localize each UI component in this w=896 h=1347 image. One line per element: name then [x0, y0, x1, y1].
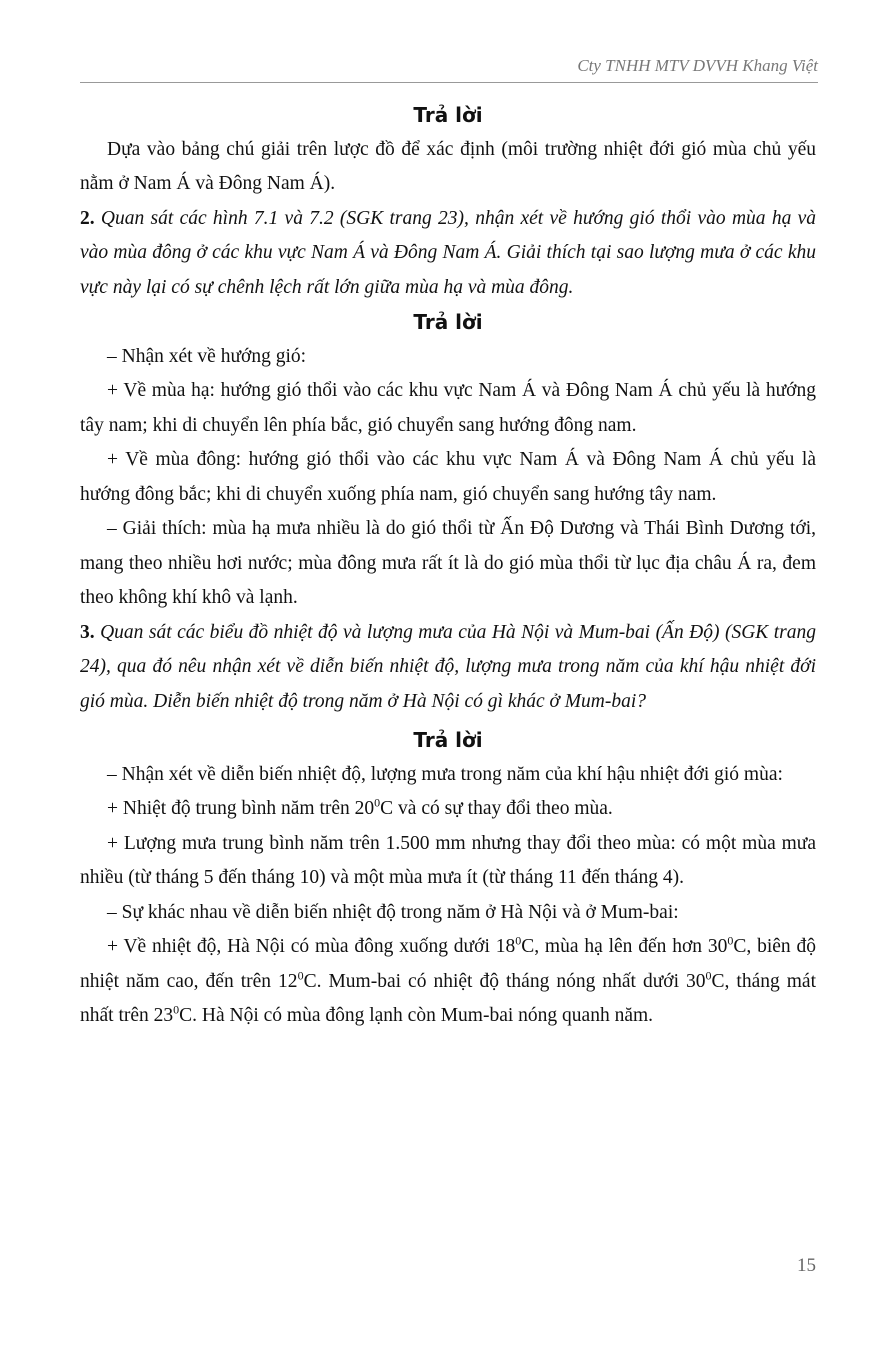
- answer-paragraph: Dựa vào bảng chú giải trên lược đồ để xác định (môi trường nhiệt đới gió mùa chủ yếu nằm ở Nam Á và Đông Nam Á).: [80, 138, 816, 194]
- answer-paragraph: – Sự khác nhau về diễn biến nhiệt độ trong năm ở Hà Nội và ở Mum-bai:: [107, 901, 679, 923]
- answer-paragraph: + Về mùa hạ: hướng gió thổi vào các khu vực Nam Á và Đông Nam Á chủ yếu là hướng tây nam; khi di chuyển lên phía bắc, gió chuyển sang hướng đông nam.: [80, 380, 816, 436]
- answer-paragraph: – Nhận xét về hướng gió:: [107, 345, 307, 367]
- answer-heading: Trả lời: [413, 103, 483, 127]
- header-divider: [80, 82, 818, 83]
- publisher-header: Cty TNHH MTV DVVH Khang Việt: [577, 56, 818, 75]
- text-run: + Về nhiệt độ, Hà Nội có mùa đông xuống dưới 18: [107, 936, 516, 957]
- degree-superscript: 0: [374, 795, 381, 810]
- page-body: [80, 98, 816, 1034]
- text-run: C, biên độ nhiệt năm cao, đến trên 12: [80, 936, 816, 992]
- degree-superscript: 0: [297, 968, 304, 982]
- text-run: C, mùa hạ lên đến hơn 30: [521, 936, 728, 957]
- answer-heading: Trả lời: [413, 728, 483, 752]
- text-run: + Nhiệt độ trung bình năm trên 20: [107, 798, 375, 819]
- answer-paragraph: – Nhận xét về diễn biến nhiệt độ, lượng mưa trong năm của khí hậu nhiệt đới gió mùa:: [107, 763, 783, 785]
- answer-paragraph: – Giải thích: mùa hạ mưa nhiều là do gió thổi từ Ấn Độ Dương và Thái Bình Dương tới, mang theo nhiều hơi nước; mùa đông mưa rất ít là do gió mùa thổi từ lục địa châu Á ra, đem theo không khí khô và lạnh.: [80, 518, 816, 608]
- text-run: C, tháng mát nhất trên 23: [80, 970, 816, 1026]
- text-run: C. Hà Nội có mùa đông lạnh còn Mum-bai nóng quanh năm.: [179, 1005, 654, 1026]
- degree-superscript: 0: [173, 1002, 180, 1017]
- question-3: [80, 616, 816, 720]
- degree-superscript: 0: [727, 933, 734, 948]
- degree-superscript: 0: [705, 968, 712, 982]
- answer-paragraph: + Về mùa đông: hướng gió thổi vào các khu vực Nam Á và Đông Nam Á chủ yếu là hướng đông bắc; khi di chuyển xuống phía nam, gió chuyển sang hướng tây nam.: [80, 449, 816, 505]
- answer-paragraph: [80, 792, 816, 827]
- answer-paragraph: [80, 930, 816, 1034]
- answer-heading: Trả lời: [413, 310, 483, 334]
- text-run: C và có sự thay đổi theo mùa.: [380, 798, 613, 819]
- question-text: Quan sát các biểu đồ nhiệt độ và lượng mưa của Hà Nội và Mum-bai (Ấn Độ) (SGK trang 24), qua đó nêu nhận xét về diễn biến nhiệt độ, lượng mưa trong năm của khí hậu nhiệt đới gió mùa. Diễn biến nhiệt độ trong năm ở Hà Nội có gì khác ở Mum-bai?: [80, 621, 817, 712]
- degree-superscript: 0: [515, 933, 522, 948]
- page-number: 15: [797, 1255, 816, 1276]
- answer-paragraph: + Lượng mưa trung bình năm trên 1.500 mm nhưng thay đổi theo mùa: có một mùa mưa nhiều (từ tháng 5 đến tháng 10) và một mùa mưa ít (từ tháng 11 đến tháng 4).: [80, 832, 816, 888]
- question-text: Quan sát các hình 7.1 và 7.2 (SGK trang 23), nhận xét về hướng gió thổi vào mùa hạ và vào mùa đông ở các khu vực Nam Á và Đông Nam Á. Giải thích tại sao lượng mưa ở các khu vực này lại có sự chênh lệch rất lớn giữa mùa hạ và mùa đông.: [80, 207, 817, 298]
- question-2: [80, 202, 816, 306]
- question-number: 3.: [80, 621, 95, 643]
- text-run: C. Mum-bai có nhiệt độ tháng nóng nhất dưới 30: [303, 970, 706, 992]
- question-number: 2.: [80, 207, 95, 229]
